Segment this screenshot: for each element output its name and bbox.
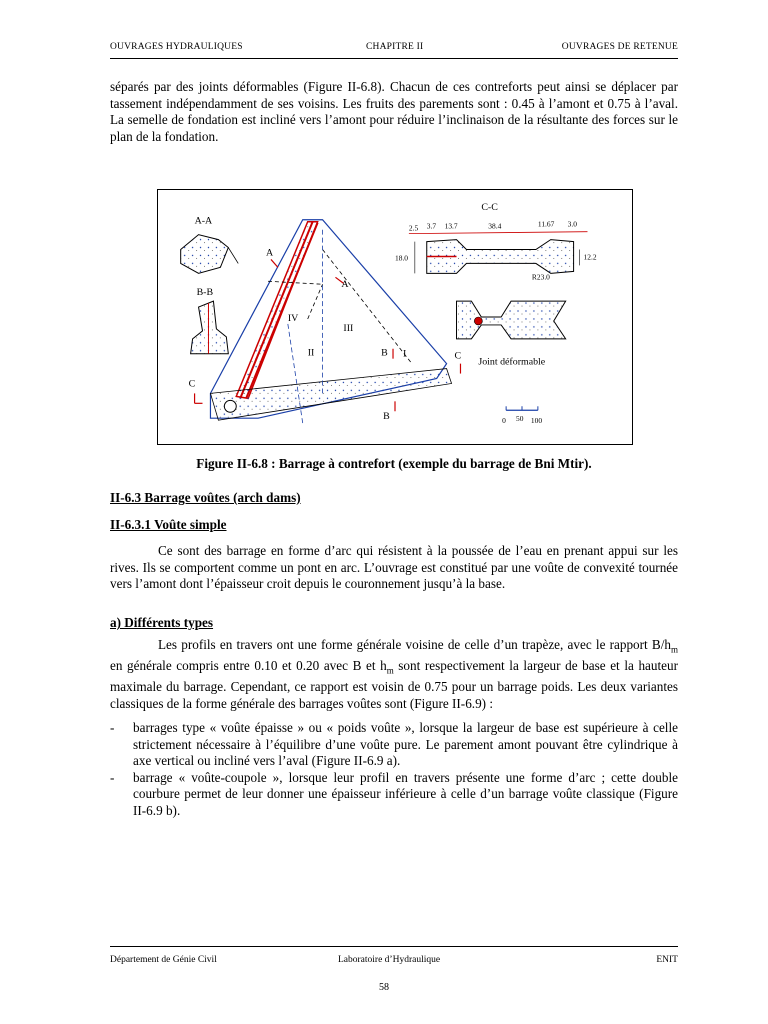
list-item: - barrages type « voûte épaisse » ou « poids voûte », lorsque la largeur de base est supérieure à celle strictement nécessaire à l’équilibre d’une voûte pure. Le parement amont pouvant être cylindrique à axe vertical ou incliné vers l’aval (Figure II-6.9 a). [110,720,678,768]
scale-100: 100 [530,416,543,426]
header-right: OUVRAGES DE RETENUE [561,42,678,52]
label-a-top: A [266,247,274,259]
page-header [110,42,678,59]
types-title: a) Différents types [110,615,214,630]
figure-drawing [158,190,632,444]
header-left: OUVRAGES HYDRAULIQUES [110,42,243,52]
label-c-left: C [188,378,196,390]
label-aa: A-A [194,215,213,227]
label-region-iv: IV [287,312,299,324]
types-list [110,720,678,819]
label-joint: Joint déformable [478,356,546,368]
footer-left: Département de Génie Civil [110,955,217,965]
section-bb-shape [191,301,229,354]
scale-50: 50 [516,414,524,424]
paragraph-simple-arch: Ce sont des barrage en forme d’arc qui résistent à la poussée de l’eau en prenant appui sur les rives. Ils se comportent comme un pont en arc. L’ouvrage est constitué par une voûte de convexité tournée vers l’amont dont l’épaisseur croit depuis le couronnement jusqu’à la base. [110,543,678,591]
label-b-mid: B [381,347,388,359]
dim-38-4: 38.4 [488,221,502,231]
section-aa-shape [181,235,229,274]
label-a-mid: A [341,279,349,291]
dim-12-2: 12.2 [583,252,597,262]
header-center: CHAPITRE II [366,42,424,52]
footer-center: Laboratoire d’Hydraulique [338,955,441,965]
dim-18-0: 18.0 [395,253,409,263]
section-title: II-6.3 Barrage voûtes (arch dams) [110,490,301,505]
list-item: - barrage « voûte-coupole », lorsque leur profil en travers présente une forme d’arc ; cette double courbure permet de leur donner une épaisseur inférieure à celle d’un barrage voûte classique (Figure II-6.9 b). [110,769,678,818]
subsection-title: II-6.3.1 Voûte simple [110,517,227,532]
dim-r23: R23.0 [531,272,550,282]
dim-2-5: 2.5 [408,223,419,233]
dim-13-7: 13.7 [444,221,458,231]
dim-3-7: 3.7 [426,221,437,231]
dim-11-67: 11.67 [537,219,555,229]
intro-paragraph: séparés par des joints déformables (Figure II-6.8). Chacun de ces contreforts peut ainsi se déplacer par tassement indépendamment de ses voisins. Les fruits des parements sont : 0.45 à l’amont et 0.75 à l’aval. La semelle de fondation est incliné vers l’amont pour réduire l’inclinaison de la résultante des forces sur le plan de la fondation. [110,79,678,144]
label-region-iii: III [343,322,354,334]
page-number: 58 [379,982,389,993]
dim-3-0: 3.0 [567,219,577,229]
label-c-right: C [454,350,462,362]
footer-right: ENIT [656,955,678,965]
label-b-bottom: B [383,411,390,423]
paragraph-types: Les profils en travers ont une forme générale voisine de celle d’un trapèze, avec le rapport $B/h_m$ en générale compris entre 0.10 et 0.20 avec B et $h_m$ sont respectivement la largeur de base et la hauteur maximale du barrage. Cependant, ce rapport est voisin de 0.75 pour un barrage poids. Les deux variantes classiques de la forme générale des barrages voûtes sont (Figure II-6.9) : [110,637,678,711]
figure-caption: Figure II-6.8 : Barrage à contrefort (exemple du barrage de Bni Mtir). [196,456,592,471]
figure-dam-buttress [157,189,633,445]
scale-0: 0 [502,416,506,426]
label-region-ii: II [307,347,315,359]
page-footer [110,946,678,965]
label-cc: C-C [481,201,498,213]
label-region-i: I [402,348,407,360]
label-bb: B-B [196,287,214,299]
joint-detail [457,301,566,339]
